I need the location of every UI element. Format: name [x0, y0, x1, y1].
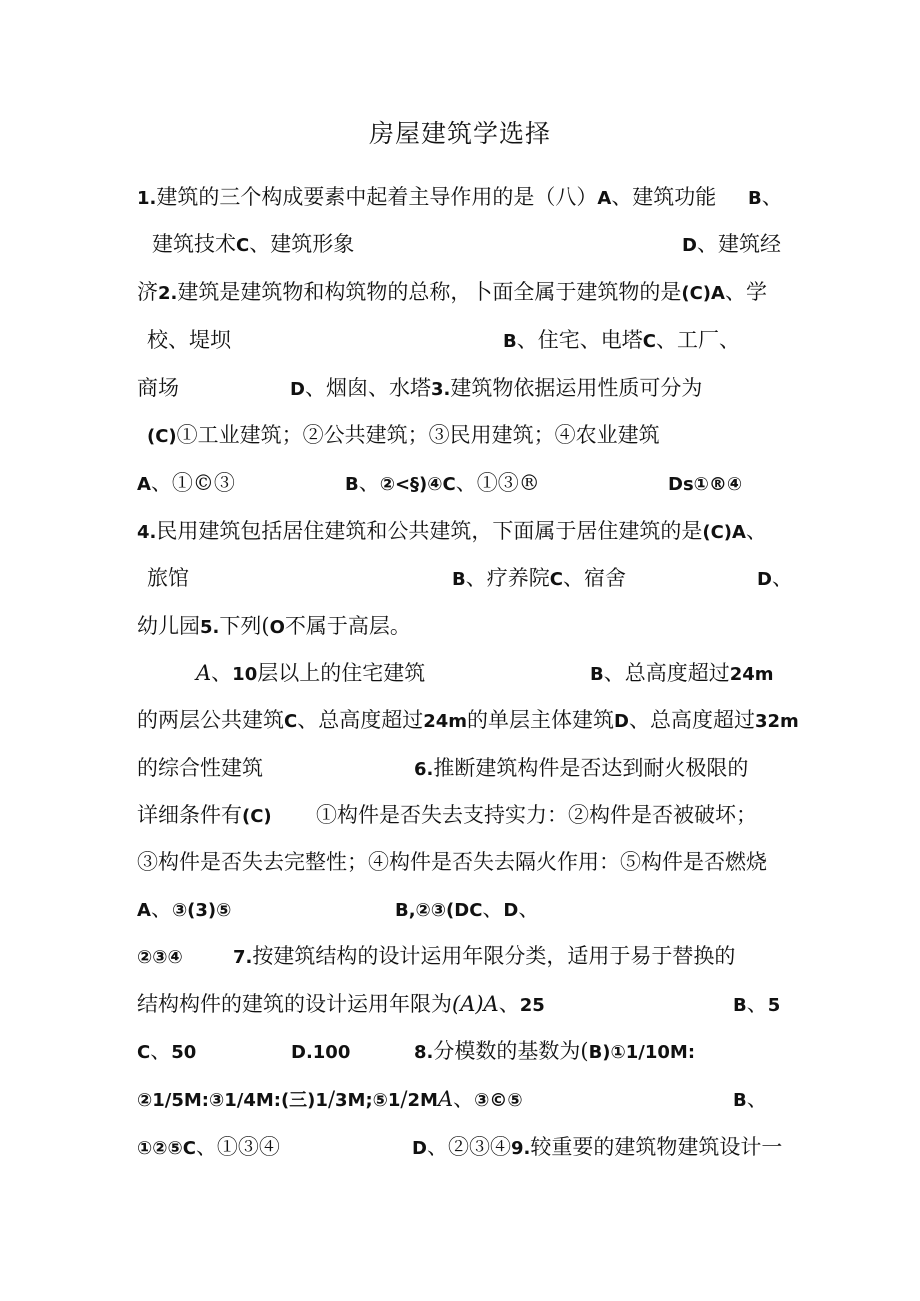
text-run: 、	[211, 661, 233, 685]
text-run: 结构构件的建筑的设计运用年限为	[137, 992, 452, 1016]
text-run: 3M;⑤1	[335, 1090, 401, 1111]
text-run: 、②③④	[426, 1135, 511, 1159]
text-run: 校、堤坝	[147, 328, 231, 352]
text-line	[503, 325, 740, 357]
text-run: 8.	[414, 1042, 434, 1063]
text-line	[137, 989, 545, 1021]
text-line	[414, 1036, 695, 1068]
text-run: 推断建筑构件是否达到耐火极限的	[433, 756, 749, 780]
text-run: (A)A	[452, 992, 499, 1016]
text-run: A	[597, 188, 612, 209]
text-run: 的单层主体建筑	[467, 708, 615, 732]
text-run: 、烟囱、水塔	[304, 376, 431, 400]
text-run: 24m	[729, 664, 774, 685]
text-line	[757, 563, 793, 595]
text-run: ③构件是否失去完整性；④构件是否失去隔火作用：⑤构件是否燃烧	[137, 850, 767, 874]
text-run: 24m	[423, 711, 468, 732]
text-run: 、	[745, 519, 767, 543]
text-run: 2.	[158, 283, 178, 304]
text-run: 、	[746, 1087, 768, 1111]
text-line	[137, 1132, 280, 1164]
text-run: B	[733, 995, 747, 1016]
text-run: 、	[150, 1039, 172, 1063]
text-run: (C)A	[681, 283, 725, 304]
text-run: ①②⑤C	[137, 1138, 196, 1159]
text-line	[452, 563, 626, 595]
text-run: D	[757, 569, 772, 590]
text-run: 6.	[414, 759, 434, 780]
text-run: 建筑物依据运用性质可分为	[450, 376, 703, 400]
text-run: 25	[519, 995, 545, 1016]
text-run: 2M	[407, 1090, 438, 1111]
text-run: C	[284, 711, 298, 732]
text-run: 建筑技术	[152, 232, 236, 256]
text-line	[147, 563, 189, 593]
text-run: 、总高度超过	[628, 708, 755, 732]
text-run: 、学	[724, 280, 767, 304]
text-run: 商场	[137, 376, 179, 400]
text-run: 、总高度超过	[297, 708, 424, 732]
text-run: 建筑是建筑物和构筑物的总称，卜面全属于建筑物的是	[177, 280, 682, 304]
text-line	[137, 182, 716, 214]
text-run: 10	[232, 664, 258, 685]
text-run: ③©⑤	[474, 1090, 523, 1111]
text-run: A	[437, 1087, 454, 1111]
text-run: 、	[482, 897, 504, 921]
text-run: 4.	[137, 522, 157, 543]
text-line	[412, 1132, 782, 1164]
text-run: 、工厂、	[655, 328, 740, 352]
text-run: O	[269, 617, 285, 638]
text-run: B,②③(DC	[395, 900, 483, 921]
text-line	[137, 894, 231, 926]
text-run: 不属于高层。	[284, 614, 411, 638]
text-run: 建筑的三个构成要素中起着主导作用的是（八）	[156, 185, 598, 209]
text-run: (C)	[147, 426, 177, 447]
text-run: ②1/5M:③1/4M:(三)1	[137, 1090, 328, 1111]
text-run: 按建筑结构的设计运用年限分类，适用于易于替换的	[252, 944, 736, 968]
text-run: C	[642, 331, 656, 352]
text-run: ②③④	[137, 947, 183, 968]
text-line	[137, 847, 767, 877]
text-line	[291, 1036, 350, 1068]
text-run: B	[452, 569, 466, 590]
text-run: 、	[453, 1087, 475, 1111]
text-run: 旅馆	[147, 566, 189, 590]
text-run: 、①③④	[195, 1135, 280, 1159]
page-title: 房屋建筑学选择	[368, 119, 551, 148]
text-run: 1.	[137, 188, 157, 209]
text-run: 、	[358, 471, 380, 495]
text-run: ③(3)⑤	[171, 900, 232, 921]
text-run: 、	[498, 992, 520, 1016]
text-run: 、总高度超过	[603, 661, 730, 685]
text-run: A	[196, 661, 212, 685]
text-line	[137, 611, 411, 643]
text-run: 9.	[510, 1138, 531, 1159]
text-run: D	[682, 235, 697, 256]
text-run: ①构件是否失去支持实力：②构件是否被破坏；	[316, 803, 757, 827]
text-run: B	[733, 1090, 747, 1111]
text-line	[137, 516, 767, 548]
text-run: B	[345, 474, 359, 495]
text-run: 、	[771, 566, 793, 590]
text-line	[733, 989, 780, 1021]
text-run: 5	[767, 995, 781, 1016]
text-run: 7.	[233, 947, 253, 968]
text-run: ②<§)④C	[379, 474, 456, 495]
text-run: 较重要的建筑物建筑设计一	[530, 1135, 783, 1159]
text-run: 、	[746, 992, 768, 1016]
text-run: 、建筑功能	[611, 185, 717, 209]
text-run: C	[549, 569, 563, 590]
text-line	[147, 325, 231, 355]
text-line	[137, 1036, 196, 1068]
text-line	[137, 1084, 523, 1116]
text-run: 详细条件有	[137, 803, 242, 827]
text-run: 32m	[754, 711, 799, 732]
text-line	[290, 373, 702, 405]
text-run: 、疗养院	[465, 566, 550, 590]
text-run: 、	[518, 897, 540, 921]
text-run: D	[290, 379, 305, 400]
text-line	[137, 373, 179, 403]
text-run: C	[236, 235, 250, 256]
text-run: 的综合性建筑	[137, 756, 263, 780]
text-run: 幼儿园	[137, 614, 200, 638]
text-run: 3.	[430, 379, 451, 400]
text-line	[345, 468, 540, 500]
text-run: 层以上的住宅建筑	[257, 661, 426, 685]
text-run: 、建筑经	[696, 232, 781, 256]
text-line	[668, 468, 742, 500]
text-run: 分模数的基数为(	[433, 1039, 589, 1063]
text-run: D.100	[291, 1042, 351, 1063]
text-run: C	[137, 1042, 151, 1063]
text-run: 下列(	[219, 614, 270, 638]
text-line	[590, 658, 774, 690]
text-run: ①工业建筑；②公共建筑；③民用建筑；④农业建筑	[176, 423, 660, 447]
text-run: 民用建筑包括居住建筑和公共建筑，下面属于居住建筑的是	[156, 519, 703, 543]
text-run: B	[748, 188, 762, 209]
text-run: 的两层公共建筑	[137, 708, 284, 732]
text-run: D	[614, 711, 629, 732]
text-line	[137, 277, 767, 309]
text-run: (C)	[242, 806, 272, 827]
text-run: 、建筑形象	[249, 232, 355, 256]
text-line	[196, 658, 425, 690]
text-line	[233, 941, 735, 973]
text-line	[137, 800, 272, 832]
text-run: 、①③®	[455, 471, 540, 495]
text-run: 5.	[200, 617, 220, 638]
text-run: 、宿舍	[562, 566, 626, 590]
text-run: B)①1/10M:	[588, 1042, 696, 1063]
text-run: D	[503, 900, 519, 921]
text-line	[414, 753, 748, 785]
text-run: D	[412, 1138, 427, 1159]
text-run: 50	[171, 1042, 197, 1063]
text-line	[147, 420, 660, 452]
text-line	[316, 800, 757, 830]
text-run: A	[137, 474, 151, 495]
text-line	[137, 468, 235, 500]
text-line	[733, 1084, 768, 1116]
text-line	[682, 229, 781, 261]
text-run: A	[137, 900, 151, 921]
text-run: 、	[761, 185, 783, 209]
text-run: 、	[150, 897, 172, 921]
text-line	[137, 705, 799, 737]
text-line	[748, 182, 783, 214]
text-run: B	[590, 664, 604, 685]
text-run: Ds①®④	[668, 474, 743, 495]
text-run: 济	[137, 280, 158, 304]
text-run: B	[503, 331, 517, 352]
text-run: 、①©③	[150, 471, 235, 495]
text-line	[137, 753, 263, 783]
text-line	[152, 229, 354, 261]
text-line	[137, 941, 183, 973]
text-run: /	[400, 1087, 408, 1111]
text-run: (C)A	[702, 522, 746, 543]
text-run: /	[327, 1087, 336, 1111]
text-run: 、住宅、电塔	[516, 328, 643, 352]
text-line	[395, 894, 539, 926]
